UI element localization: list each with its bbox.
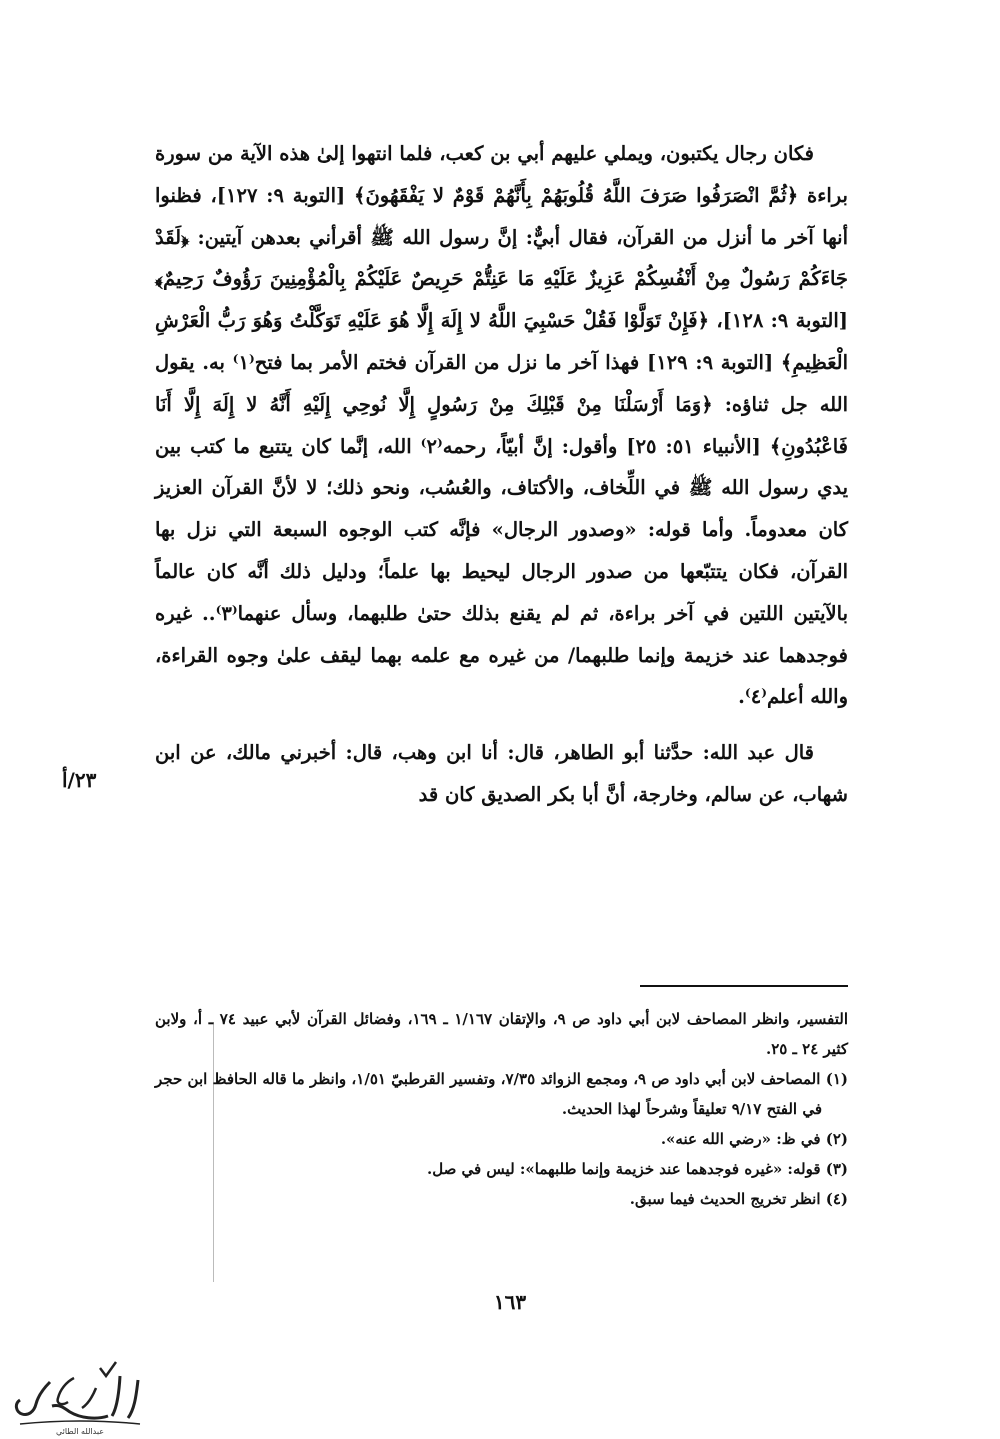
main-text (155, 133, 848, 816)
library-stamp-logo (0, 1358, 150, 1436)
page-number: ١٦٣ (493, 1290, 527, 1314)
footnotes (155, 1004, 848, 1214)
footnote-3: (٣) قوله: «غيره فوجدهما عند خزيمة وإنما طلبهما»: ليس في صل. (427, 1160, 848, 1178)
stamp-subtext: عبدالله الطائي (55, 1427, 105, 1436)
footnote-4: (٤) انظر تخريج الحديث فيما سبق. (629, 1190, 848, 1208)
manuscript-folio-marker: ٢٣/أ (62, 768, 97, 792)
footnote-2: (٢) في ظ: «رضي الله عنه». (660, 1130, 848, 1148)
footnote-continuation: التفسير، وانظر المصاحف لابن أبي داود ص ٩، والإتقان ١/١٦٧ ـ ١٦٩، وفضائل القرآن لأبي عبيد ٧٤ ـ أ، ولابن كثير ٢٤ ـ ٢٥. (155, 1010, 848, 1058)
paragraph-2: قال عبد الله: حدَّثنا أبو الطاهر، قال: أنا ابن وهب، قال: أخبرني مالك، عن ابن شهاب، عن سالم، وخارجة، أنَّ أبا بكر الصديق كان قد (155, 741, 848, 806)
footnote-separator (640, 985, 848, 987)
footnote-1: (١) المصاحف لابن أبي داود ص ٩، ومجمع الزوائد ٧/٣٥، وتفسير القرطبيّ ١/٥١، وانظر ما قاله الحافظ ابن حجر في الفتح ٩/١٧ تعليقاً وشرحاً لهذا الحديث. (155, 1070, 848, 1118)
paragraph-1: فكان رجال يكتبون، ويملي عليهم أبي بن كعب، فلما انتهوا إلىٰ هذه الآية من سورة براءة ﴿ثُمَّ انْصَرَفُوا صَرَفَ اللَّهُ قُلُوبَهُمْ بِأَنَّهُمْ قَوْمٌ لا يَفْقَهُونَ﴾ [التوبة ٩: ١٢٧]، فظنوا أنها آخر ما أنزل من القرآن، فقال أبيٌّ: إنَّ رسول الله ﷺ أقرأني بعدهن آيتين: ﴿لَقَدْ جَاءَكُمْ رَسُولٌ مِنْ أَنْفُسِكُمْ عَزِيزٌ عَلَيْهِ مَا عَنِتُّمْ حَرِيصٌ عَلَيْكُمْ بِالْمُؤْمِنِينَ رَؤُوفٌ رَحِيمٌ﴾ [التوبة ٩: ١٢٨]، ﴿فَإِنْ تَوَلَّوْا فَقُلْ حَسْبِيَ اللَّهُ لا إِلَهَ إِلَّا هُوَ عَلَيْهِ تَوَكَّلْتُ وَهُوَ رَبُّ الْعَرْشِ الْعَظِيمِ﴾ [التوبة ٩: ١٢٩] فهذا آخر ما نزل من القرآن فختم الأمر بما فتح⁽١⁾ به. يقول الله جل ثناؤه: ﴿وَمَا أَرْسَلْنَا مِنْ قَبْلِكَ مِنْ رَسُولٍ إِلَّا نُوحِي إِلَيْهِ أَنَّهُ لا إِلَهَ إِلَّا أَنَا فَاعْبُدُونِ﴾ [الأنبياء ٥١: ٢٥] وأقول: إنَّ أبيّاً، رحمه⁽٢⁾ الله، إنَّما كان يتتبع ما كتب بين يدي رسول الله ﷺ في اللِّخاف، والأكتاف، والعُسُب، ونحو ذلك؛ لا لأنَّ القرآن العزيز كان معدوماً. وأما قوله: «وصدور الرجال» فإنَّه كتب الوجوه السبعة التي نزل بها القرآن، فكان يتتبّعها من صدور الرجال ليحيط بها علماً؛ ودليل ذلك أنَّه كان عالماً بالآيتين اللتين في آخر براءة، ثم لم يقنع بذلك حتىٰ طلبهما، وسأل عنهما⁽٣⁾.. غيره فوجدهما عند خزيمة وإنما طلبهما/ من غيره مع علمه بهما ليقف علىٰ وجوه القراءة، والله أعلم⁽٤⁾. (155, 142, 849, 709)
